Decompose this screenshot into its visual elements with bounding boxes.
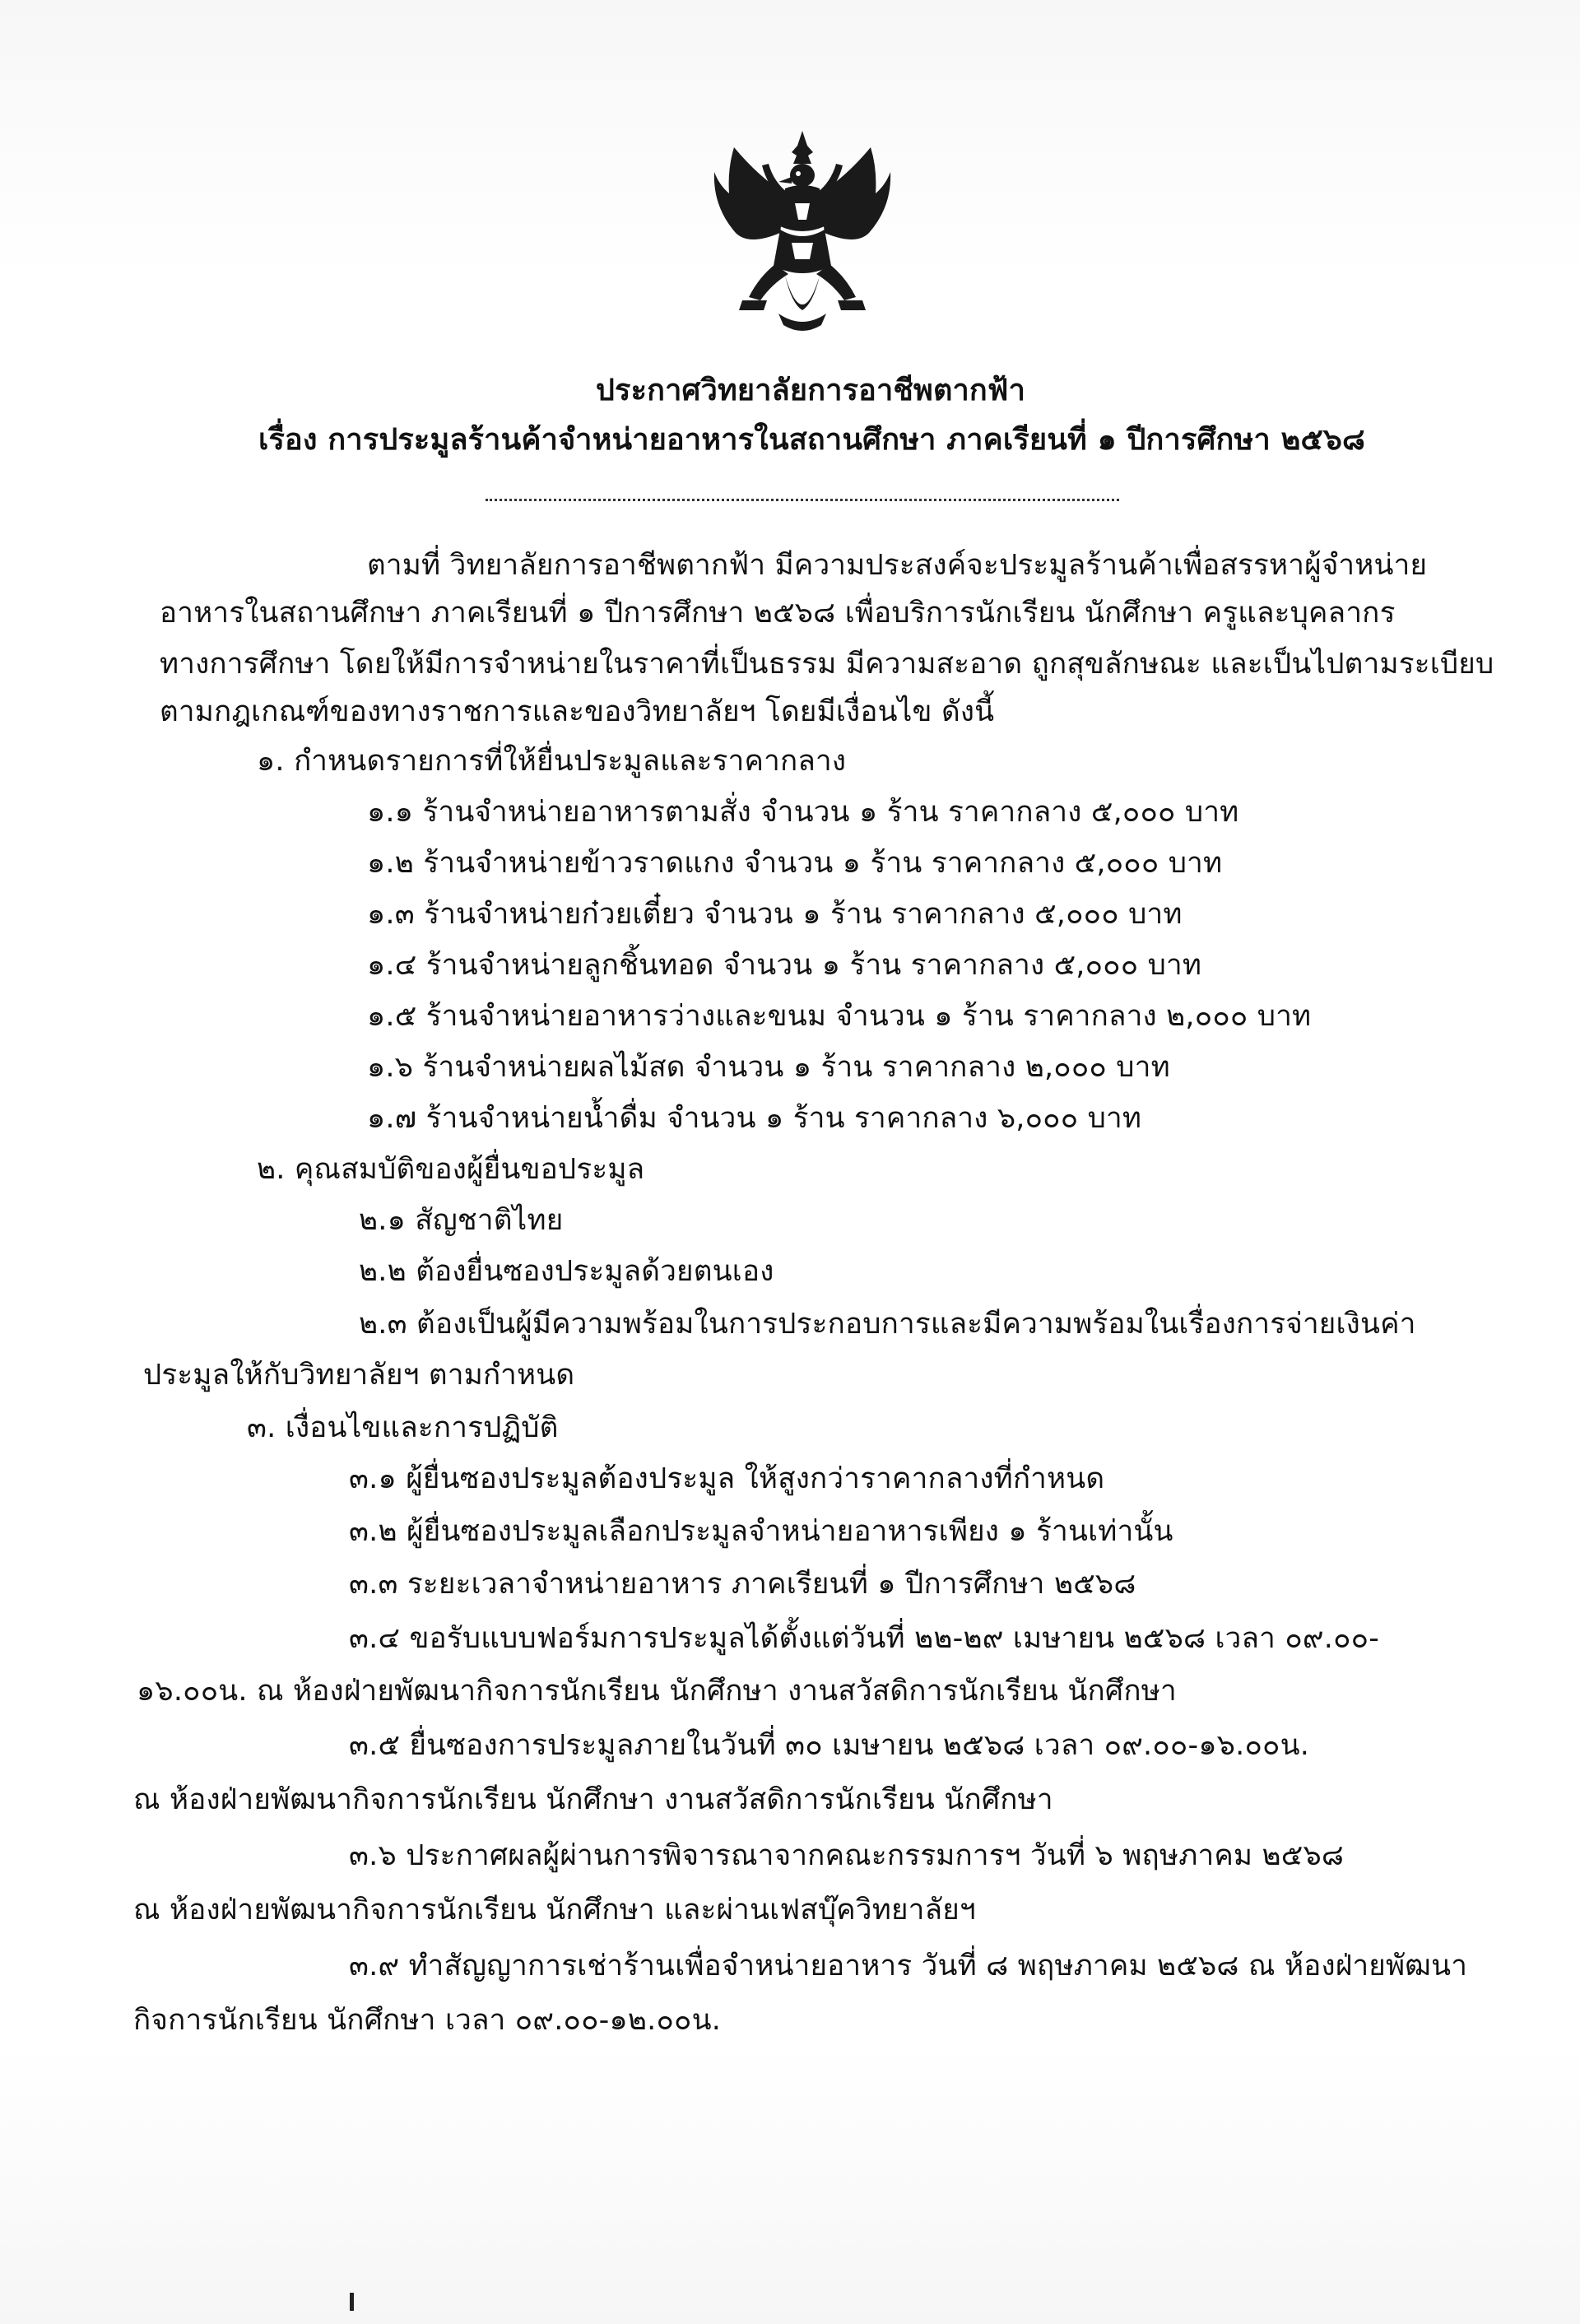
section-3-item-continued: กิจการนักเรียน นักศึกษา เวลา ๐๙.๐๐-๑๒.๐๐น. bbox=[133, 2004, 722, 2037]
section-3-heading: ๓. เงื่อนไขและการปฏิบัติ bbox=[247, 1411, 559, 1444]
section-1-item: ๑.๔ ร้านจำหน่ายลูกชิ้นทอด จำนวน ๑ ร้าน ราคากลาง ๕,๐๐๐ บาท bbox=[367, 949, 1202, 982]
section-1-item: ๑.๑ ร้านจำหน่ายอาหารตามสั่ง จำนวน ๑ ร้าน ราคากลาง ๕,๐๐๐ บาท bbox=[367, 796, 1239, 829]
intro-line-1: ตามที่ วิทยาลัยการอาชีพตากฟ้า มีความประสงค์จะประมูลร้านค้าเพื่อสรรหาผู้จำหน่าย bbox=[367, 549, 1428, 582]
section-2-heading: ๒. คุณสมบัติของผู้ยื่นขอประมูล bbox=[257, 1153, 645, 1186]
section-3-item-continued: ๑๖.๐๐น. ณ ห้องฝ่ายพัฒนากิจการนักเรียน นักศึกษา งานสวัสดิการนักเรียน นักศึกษา bbox=[137, 1675, 1177, 1708]
intro-line-3: ทางการศึกษา โดยให้มีการจำหน่ายในราคาที่เป็นธรรม มีความสะอาด ถูกสุขลักษณะ และเป็นไปตามระเบียบ bbox=[160, 648, 1494, 681]
garuda-emblem-icon bbox=[709, 128, 895, 337]
page-mark bbox=[350, 2293, 354, 2311]
separator-dotted-line bbox=[486, 499, 1119, 501]
section-2-item: ๒.๓ ต้องเป็นผู้มีความพร้อมในการประกอบการและมีความพร้อมในเรื่องการจ่ายเงินค่า bbox=[359, 1308, 1416, 1341]
announcement-title: ประกาศวิทยาลัยการอาชีพตากฟ้า bbox=[596, 374, 1026, 407]
section-1-item: ๑.๓ ร้านจำหน่ายก๋วยเตี๋ยว จำนวน ๑ ร้าน ราคากลาง ๕,๐๐๐ บาท bbox=[367, 898, 1183, 931]
section-3-item: ๓.๕ ยื่นซองการประมูลภายในวันที่ ๓๐ เมษายน ๒๕๖๘ เวลา ๐๙.๐๐-๑๖.๐๐น. bbox=[349, 1729, 1310, 1762]
announcement-subject: เรื่อง การประมูลร้านค้าจำหน่ายอาหารในสถานศึกษา ภาคเรียนที่ ๑ ปีการศึกษา ๒๕๖๘ bbox=[258, 423, 1366, 457]
section-3-item-continued: ณ ห้องฝ่ายพัฒนากิจการนักเรียน นักศึกษา และผ่านเฟสบุ๊ควิทยาลัยฯ bbox=[133, 1894, 976, 1927]
section-2-item-continued: ประมูลให้กับวิทยาลัยฯ ตามกำหนด bbox=[143, 1359, 575, 1392]
section-3-item: ๓.๙ ทำสัญญาการเช่าร้านเพื่อจำหน่ายอาหาร วันที่ ๘ พฤษภาคม ๒๕๖๘ ณ ห้องฝ่ายพัฒนา bbox=[349, 1950, 1468, 1982]
intro-line-4: ตามกฎเกณฑ์ของทางราชการและของวิทยาลัยฯ โดยมีเงื่อนไข ดังนี้ bbox=[160, 695, 995, 728]
section-1-item: ๑.๖ ร้านจำหน่ายผลไม้สด จำนวน ๑ ร้าน ราคากลาง ๒,๐๐๐ บาท bbox=[367, 1051, 1170, 1084]
section-2-item: ๒.๒ ต้องยื่นซองประมูลด้วยตนเอง bbox=[359, 1255, 774, 1288]
section-3-item: ๓.๓ ระยะเวลาจำหน่ายอาหาร ภาคเรียนที่ ๑ ปีการศึกษา ๒๕๖๘ bbox=[349, 1568, 1136, 1601]
section-1-item: ๑.๒ ร้านจำหน่ายข้าวราดแกง จำนวน ๑ ร้าน ราคากลาง ๕,๐๐๐ บาท bbox=[367, 847, 1223, 880]
section-1-heading: ๑. กำหนดรายการที่ให้ยื่นประมูลและราคากลาง bbox=[257, 745, 847, 778]
section-3-item: ๓.๑ ผู้ยื่นซองประมูลต้องประมูล ให้สูงกว่าราคากลางที่กำหนด bbox=[349, 1462, 1105, 1495]
section-3-item-continued: ณ ห้องฝ่ายพัฒนากิจการนักเรียน นักศึกษา งานสวัสดิการนักเรียน นักศึกษา bbox=[133, 1783, 1053, 1816]
section-1-item: ๑.๗ ร้านจำหน่ายน้ำดื่ม จำนวน ๑ ร้าน ราคากลาง ๖,๐๐๐ บาท bbox=[367, 1102, 1142, 1135]
section-3-item: ๓.๖ ประกาศผลผู้ผ่านการพิจารณาจากคณะกรรมการฯ วันที่ ๖ พฤษภาคม ๒๕๖๘ bbox=[349, 1839, 1345, 1872]
intro-line-2: อาหารในสถานศึกษา ภาคเรียนที่ ๑ ปีการศึกษา ๒๕๖๘ เพื่อบริการนักเรียน นักศึกษา ครูและบุคลากร bbox=[160, 597, 1396, 630]
section-3-item: ๓.๒ ผู้ยื่นซองประมูลเลือกประมูลจำหน่ายอาหารเพียง ๑ ร้านเท่านั้น bbox=[349, 1515, 1173, 1548]
section-3-item: ๓.๔ ขอรับแบบฟอร์มการประมูลได้ตั้งแต่วันที่ ๒๒-๒๙ เมษายน ๒๕๖๘ เวลา ๐๙.๐๐- bbox=[349, 1622, 1380, 1655]
section-2-item: ๒.๑ สัญชาติไทย bbox=[359, 1204, 564, 1237]
section-1-item: ๑.๕ ร้านจำหน่ายอาหารว่างและขนม จำนวน ๑ ร้าน ราคากลาง ๒,๐๐๐ บาท bbox=[367, 1000, 1312, 1033]
